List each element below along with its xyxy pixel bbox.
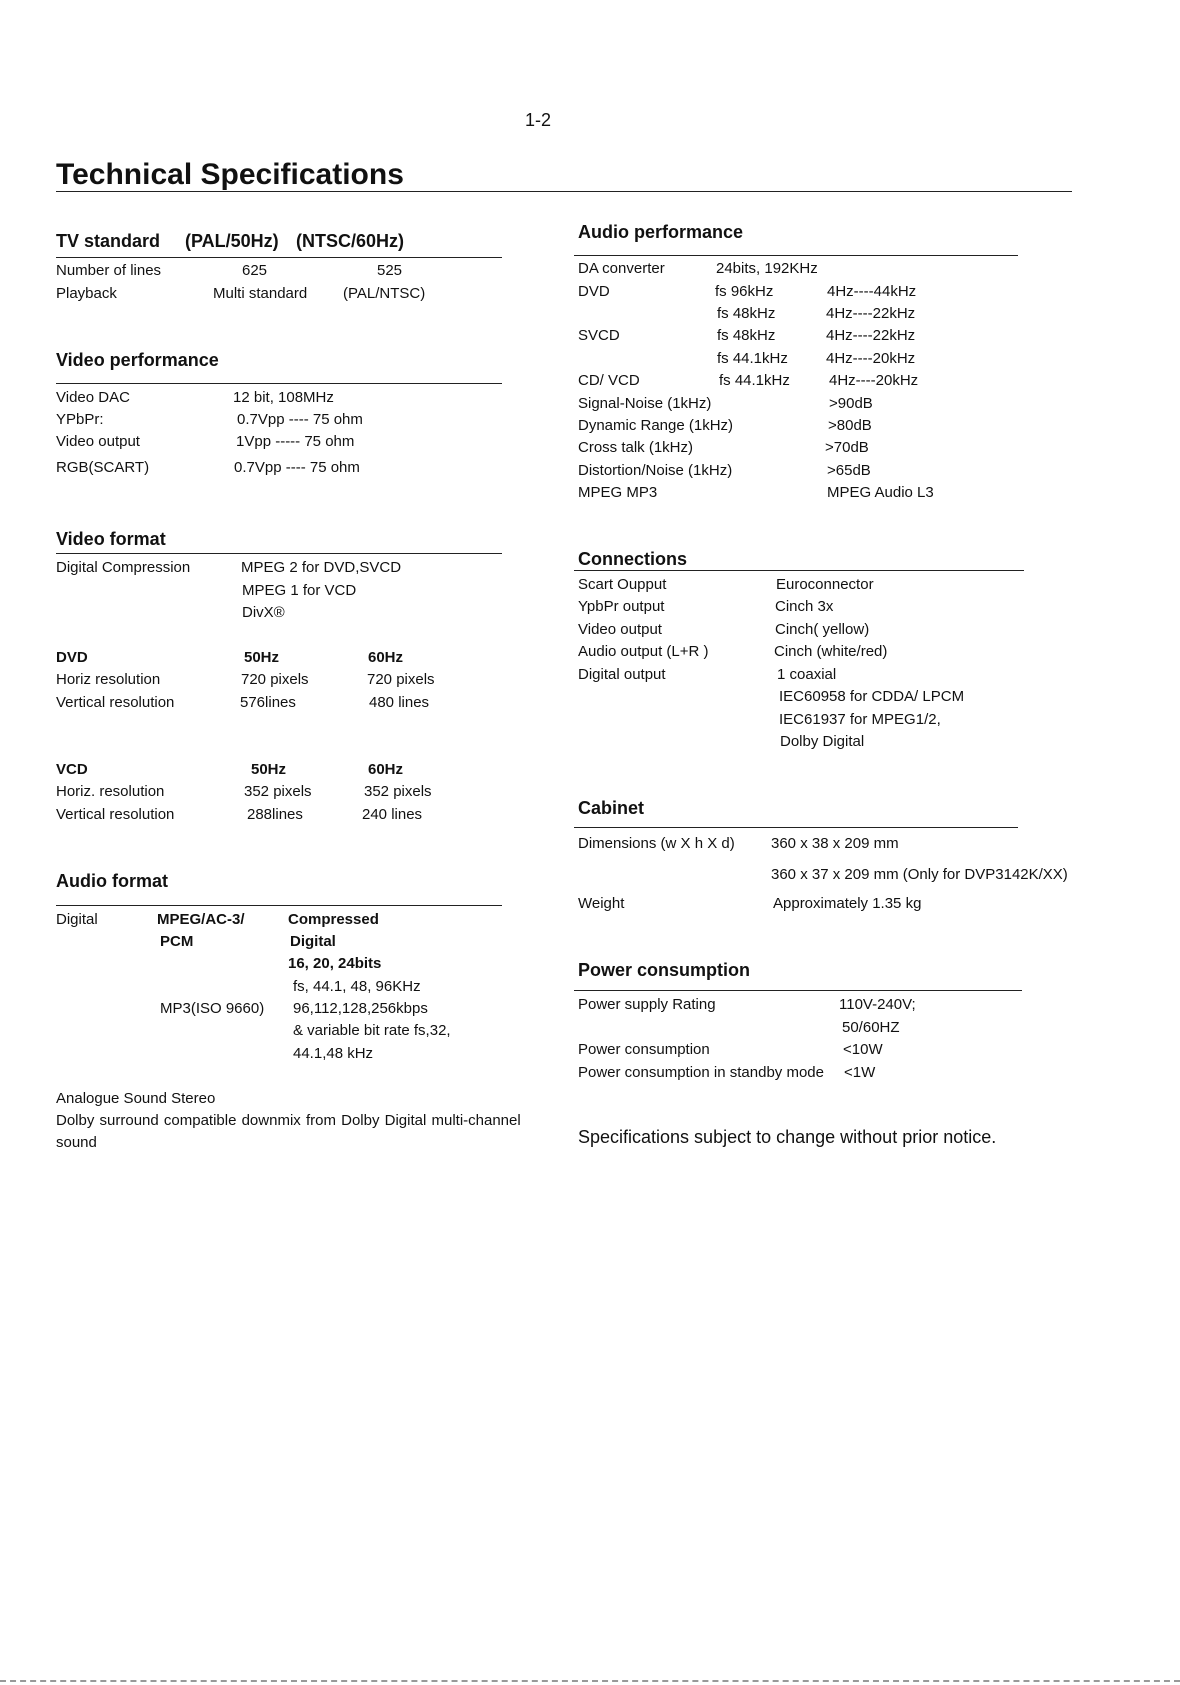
table-cell-label: Signal-Noise (1kHz) — [578, 395, 712, 412]
table-cell-value: fs 48kHz — [717, 327, 776, 344]
section-rule — [574, 827, 1018, 828]
table-cell-value: Approximately 1.35 kg — [773, 895, 922, 912]
table-cell-value: 352 pixels — [244, 783, 312, 800]
table-cell-value: 360 x 38 x 209 mm — [771, 835, 899, 852]
table-cell-label: SVCD — [578, 327, 620, 344]
table-cell-label: Vertical resolution — [56, 806, 175, 823]
table-cell-label: Digital — [56, 911, 98, 928]
table-cell-value: fs 96kHz — [715, 283, 774, 300]
table-cell-value: fs 48kHz — [717, 305, 776, 322]
table-cell-label: RGB(SCART) — [56, 459, 150, 476]
table-cell-value: 1Vpp ----- 75 ohm — [236, 433, 355, 450]
table-cell-label: Video output — [578, 621, 662, 638]
table-cell-label: Dynamic Range (1kHz) — [578, 417, 734, 434]
table-cell-label: Video output — [56, 433, 140, 450]
table-cell-value: DivX® — [242, 604, 285, 621]
table-cell-label: Video DAC — [56, 389, 130, 406]
tv-standard-heading: TV standard — [56, 231, 161, 251]
table-cell-value: 0.7Vpp ---- 75 ohm — [237, 411, 363, 428]
table-cell-label: Number of lines — [56, 262, 162, 279]
table-cell-label: Scart Oupput — [578, 576, 667, 593]
section-rule — [56, 257, 502, 258]
table-cell-label: YPbPr: — [56, 411, 104, 428]
table-cell-label: Power supply Rating — [578, 996, 716, 1013]
page-title: Technical Specifications — [56, 158, 404, 191]
table-cell-value: 0.7Vpp ---- 75 ohm — [234, 459, 360, 476]
table-cell-value: PCM — [160, 933, 194, 950]
audio-performance-heading: Audio performance — [578, 222, 744, 242]
section-rule — [574, 990, 1022, 991]
table-cell-value: 12 bit, 108MHz — [233, 389, 334, 406]
table-cell-value: 50/60HZ — [842, 1019, 900, 1036]
table-cell-value: >80dB — [828, 417, 872, 434]
table-cell-value: <1W — [844, 1064, 876, 1081]
table-cell-value: fs 44.1kHz — [717, 350, 788, 367]
page-bottom-border — [0, 1680, 1180, 1682]
section-rule — [56, 383, 502, 384]
table-cell-value: 4Hz----20kHz — [826, 350, 916, 367]
table-cell-value: Compressed — [288, 911, 379, 928]
table-cell-value: 360 x 37 x 209 mm (Only for DVP3142K/XX) — [771, 866, 1068, 883]
table-header-cell: 60Hz — [368, 761, 404, 778]
tv-standard-pal-header: (PAL/50Hz) — [185, 231, 279, 251]
table-cell-label: Distortion/Noise (1kHz) — [578, 462, 733, 479]
table-cell-value: 16, 20, 24bits — [288, 955, 382, 972]
body-text: Analogue Sound Stereo — [56, 1090, 216, 1107]
table-cell-label: Digital Compression — [56, 559, 191, 576]
table-cell-value: Cinch( yellow) — [775, 621, 870, 638]
table-cell-value: >70dB — [825, 439, 869, 456]
table-cell-value: 4Hz----22kHz — [826, 305, 916, 322]
body-text: sound — [56, 1134, 97, 1151]
table-cell-label: Playback — [56, 285, 117, 302]
table-cell-value: Cinch 3x — [775, 598, 834, 615]
table-cell-label: YpbPr output — [578, 598, 665, 615]
table-cell-value: Euroconnector — [776, 576, 874, 593]
table-cell-label: Horiz. resolution — [56, 783, 165, 800]
footer-note: Specifications subject to change without prior notice. — [578, 1127, 997, 1147]
table-cell-value: (PAL/NTSC) — [343, 285, 426, 302]
table-cell-label: MP3(ISO 9660) — [160, 1000, 265, 1017]
table-cell-value: 24bits, 192KHz — [716, 260, 818, 277]
table-cell-label: DVD — [578, 283, 610, 300]
body-text: Dolby surround compatible downmix from Dolby Digital multi-channel — [56, 1112, 521, 1129]
power-heading: Power consumption — [578, 960, 751, 980]
page-number: 1-2 — [525, 110, 552, 130]
table-cell-value: >90dB — [829, 395, 873, 412]
title-rule — [56, 191, 1072, 192]
table-cell-label: Power consumption in standby mode — [578, 1064, 824, 1081]
table-cell-value: 240 lines — [362, 806, 423, 823]
cabinet-heading: Cabinet — [578, 798, 645, 818]
table-cell-label: Weight — [578, 895, 625, 912]
table-cell-value: 720 pixels — [367, 671, 435, 688]
table-cell-label: Cross talk (1kHz) — [578, 439, 694, 456]
table-cell-value: 110V-240V; — [839, 996, 916, 1013]
table-cell-value: 44.1,48 kHz — [293, 1045, 374, 1062]
section-rule — [56, 905, 502, 906]
table-cell-value: fs, 44.1, 48, 96KHz — [293, 978, 421, 995]
table-cell-label: MPEG MP3 — [578, 484, 658, 501]
dvd-subheading: DVD — [56, 649, 88, 666]
table-cell-value: MPEG 1 for VCD — [242, 582, 357, 599]
table-cell-value: 4Hz----44kHz — [827, 283, 917, 300]
table-header-cell: 50Hz — [251, 761, 287, 778]
connections-heading: Connections — [578, 549, 688, 569]
table-cell-label: Vertical resolution — [56, 694, 175, 711]
table-cell-value: Digital — [290, 933, 336, 950]
audio-format-heading: Audio format — [56, 871, 168, 891]
table-cell-value: 96,112,128,256kbps — [293, 1000, 428, 1017]
table-cell-value: MPEG 2 for DVD,SVCD — [241, 559, 402, 576]
table-cell-label: CD/ VCD — [578, 372, 640, 389]
table-header-cell: 50Hz — [244, 649, 280, 666]
table-cell-value: MPEG/AC-3/ — [157, 911, 245, 928]
table-cell-value: Dolby Digital — [780, 733, 865, 750]
table-header-cell: 60Hz — [368, 649, 404, 666]
tv-standard-ntsc-header: (NTSC/60Hz) — [296, 231, 405, 251]
table-cell-value: IEC61937 for MPEG1/2, — [779, 711, 941, 728]
table-cell-label: Digital output — [578, 666, 666, 683]
section-rule — [56, 553, 502, 554]
table-cell-value: MPEG Audio L3 — [827, 484, 934, 501]
table-cell-label: Power consumption — [578, 1041, 710, 1058]
table-cell-label: Dimensions (w X h X d) — [578, 835, 735, 852]
video-performance-heading: Video performance — [56, 350, 219, 370]
table-cell-value: 525 — [377, 262, 403, 279]
table-cell-label: Audio output (L+R ) — [578, 643, 709, 660]
table-cell-value: 625 — [242, 262, 268, 279]
table-cell-value: 576lines — [240, 694, 296, 711]
section-rule — [574, 255, 1018, 256]
table-cell-value: 288lines — [247, 806, 303, 823]
table-cell-value: & variable bit rate fs,32, — [293, 1022, 451, 1039]
table-cell-label: Horiz resolution — [56, 671, 161, 688]
table-cell-value: 720 pixels — [241, 671, 309, 688]
table-cell-value: 1 coaxial — [777, 666, 837, 683]
table-cell-value: <10W — [843, 1041, 883, 1058]
table-cell-value: >65dB — [827, 462, 871, 479]
table-cell-value: Multi standard — [213, 285, 308, 302]
vcd-subheading: VCD — [56, 761, 88, 778]
table-cell-value: Cinch (white/red) — [774, 643, 888, 660]
table-cell-value: IEC60958 for CDDA/ LPCM — [779, 688, 965, 705]
table-cell-value: fs 44.1kHz — [719, 372, 790, 389]
table-cell-label: DA converter — [578, 260, 665, 277]
section-rule — [574, 570, 1024, 571]
table-cell-value: 480 lines — [369, 694, 430, 711]
table-cell-value: 352 pixels — [364, 783, 432, 800]
table-cell-value: 4Hz----22kHz — [826, 327, 916, 344]
video-format-heading: Video format — [56, 529, 166, 549]
table-cell-value: 4Hz----20kHz — [829, 372, 919, 389]
